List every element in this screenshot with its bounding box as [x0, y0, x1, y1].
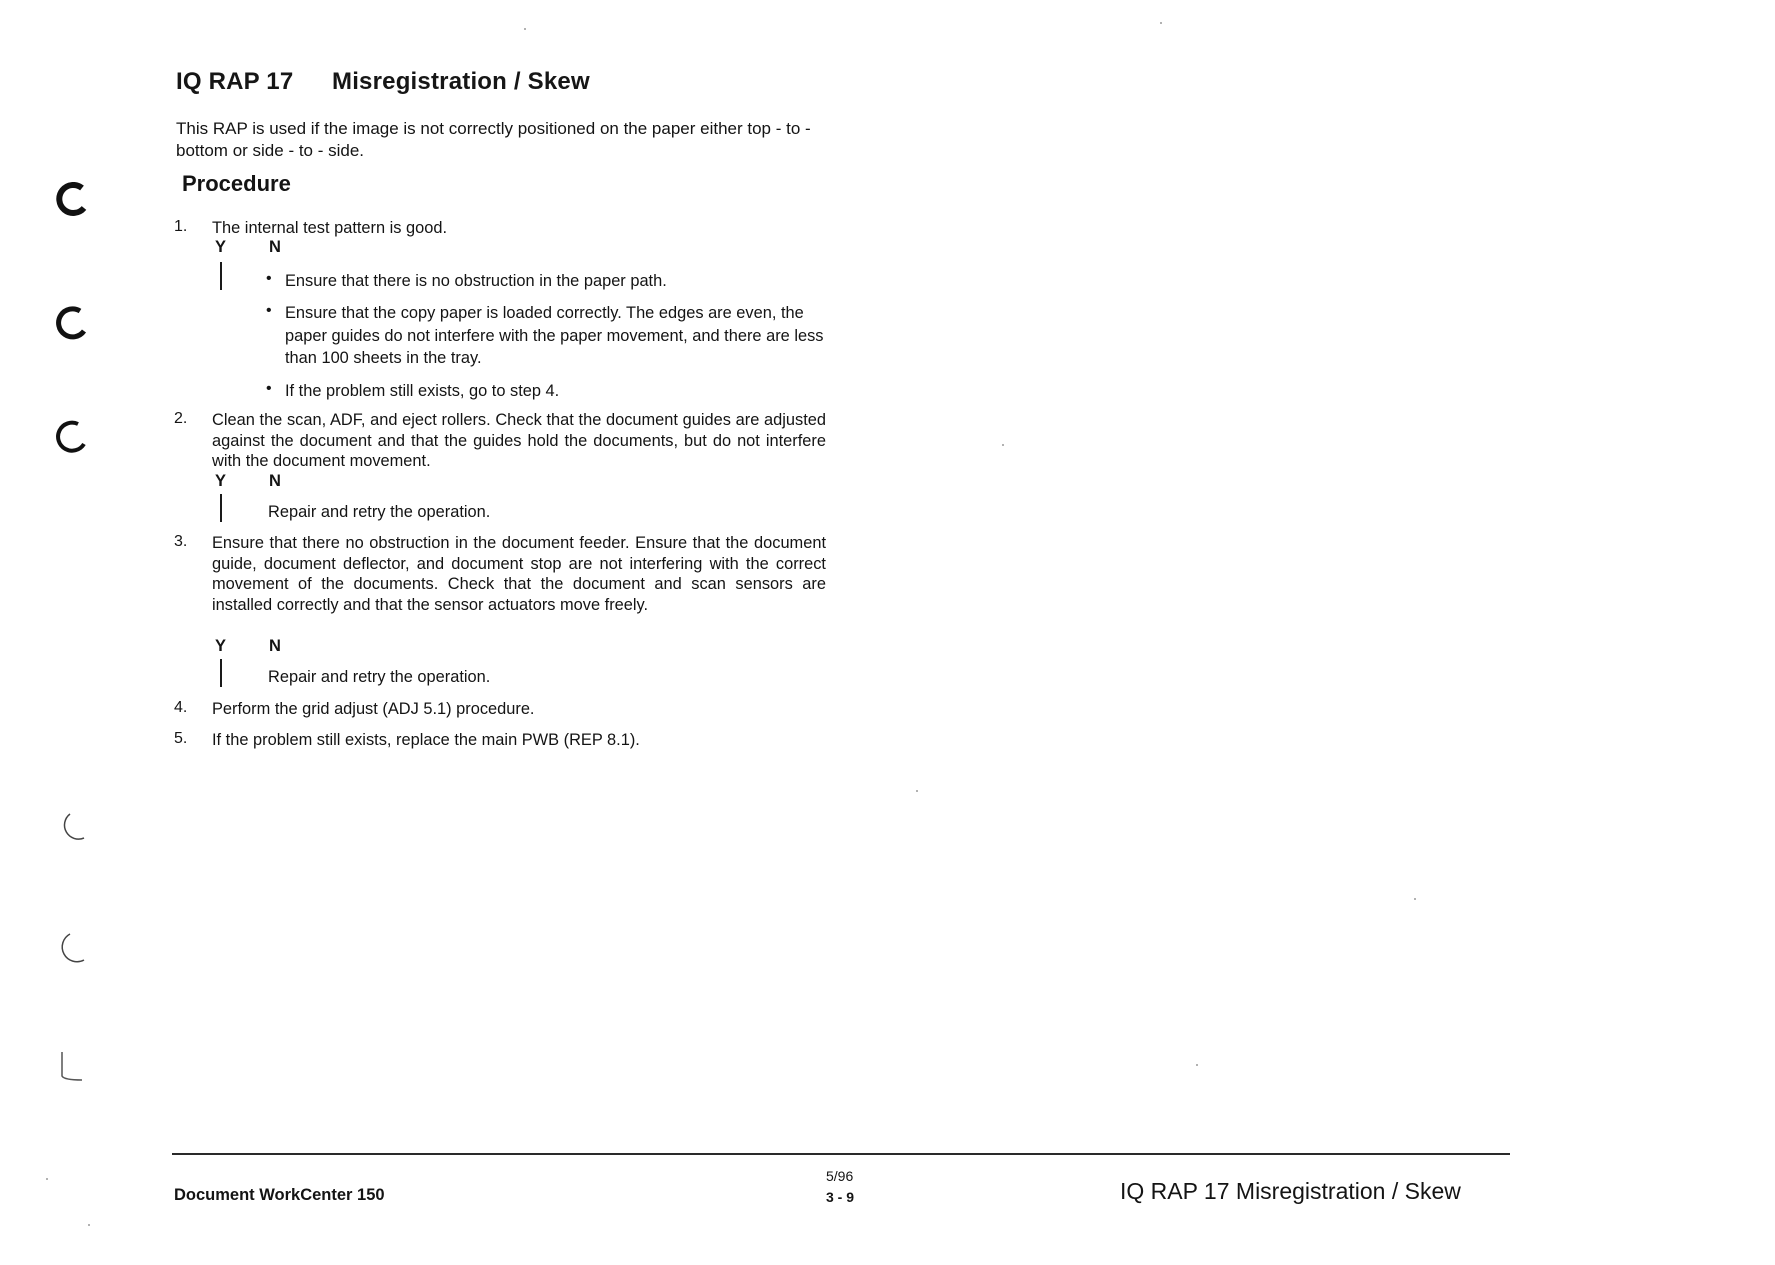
step-number: 5.	[174, 730, 188, 747]
no-label: N	[269, 637, 281, 655]
binder-hole-4	[56, 808, 92, 844]
yes-branch-line	[220, 659, 222, 687]
scan-speck	[524, 28, 526, 30]
step-number: 4.	[174, 699, 188, 716]
step-text: If the problem still exists, replace the main PWB (REP 8.1).	[212, 731, 640, 749]
no-label: N	[269, 238, 281, 256]
step-number: 1.	[174, 218, 188, 235]
step-text: The internal test pattern is good.	[212, 219, 448, 237]
binder-hole-1	[56, 182, 92, 218]
binder-hole-3	[56, 418, 92, 454]
footer-section-title: IQ RAP 17 Misregistration / Skew	[1120, 1178, 1461, 1204]
yes-label: Y	[215, 472, 227, 490]
bullet-dot: •	[266, 380, 272, 397]
step-text: Clean the scan, ADF, and eject rollers. Check that the document guides are adjusted against the document and that the guides hold the documents, but do not interfere with the document movement.	[212, 411, 826, 470]
procedure-heading: Procedure	[182, 171, 291, 196]
footer-page-number: 3 - 9	[826, 1189, 855, 1205]
step-number: 3.	[174, 533, 188, 550]
footer-product: Document WorkCenter 150	[174, 1186, 385, 1204]
scan-speck	[1196, 1064, 1198, 1066]
scan-speck	[1160, 22, 1162, 24]
step-number: 2.	[174, 410, 188, 427]
scan-speck	[1002, 444, 1004, 446]
yes-label: Y	[215, 637, 227, 655]
binder-hole-2	[56, 305, 92, 341]
yes-branch-line	[220, 494, 222, 522]
yes-branch-line	[220, 262, 222, 290]
rap-title: Misregistration / Skew	[332, 68, 590, 95]
scan-speck	[88, 1224, 90, 1226]
yes-label: Y	[215, 238, 227, 256]
scan-speck	[916, 790, 918, 792]
binder-hole-6	[56, 1050, 92, 1086]
intro-paragraph: This RAP is used if the image is not correctly positioned on the paper either top - to - bottom or side - to - side.	[176, 119, 811, 160]
binder-hole-5	[56, 930, 92, 966]
page-title	[176, 68, 590, 96]
no-action: Repair and retry the operation.	[268, 503, 491, 521]
scan-speck	[46, 1178, 48, 1180]
step-text: Perform the grid adjust (ADJ 5.1) procedure.	[212, 700, 535, 718]
bullet-dot: •	[266, 270, 272, 287]
footer-divider	[172, 1153, 1510, 1155]
step-text: Ensure that there no obstruction in the document feeder. Ensure that the document guide, document deflector, and document stop are not interfering with the correct movement of the documents. Check that the document and scan sensors are installed correctly and that the sensor actuators move freely.	[212, 534, 826, 614]
bullet-dot: •	[266, 302, 272, 319]
no-action: Repair and retry the operation.	[268, 668, 491, 686]
footer-date: 5/96	[826, 1168, 854, 1184]
no-label: N	[269, 472, 281, 490]
bullet-text: If the problem still exists, go to step 4.	[285, 382, 560, 400]
bullet-text: Ensure that there is no obstruction in the paper path.	[285, 272, 667, 290]
bullet-text: Ensure that the copy paper is loaded correctly. The edges are even, the paper guides do not interfere with the paper movement, and there are less than 100 sheets in the tray.	[285, 304, 824, 367]
scan-speck	[1414, 898, 1416, 900]
rap-id: IQ RAP 17	[176, 68, 294, 95]
